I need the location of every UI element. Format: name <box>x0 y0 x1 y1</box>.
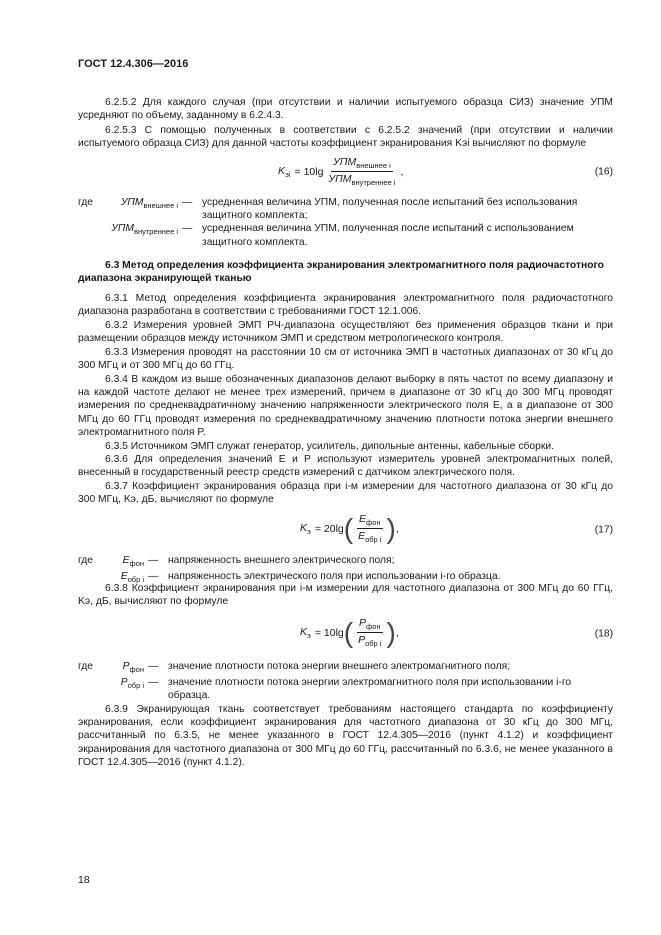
paragraph-6-3-1: 6.3.1 Метод определения коэффициента экранирования электромагнитного поля радиочастотного диапазона разработана в соответствии с требованиями ГОСТ 12.1.006. <box>78 293 613 318</box>
paragraph-6-3-7: 6.3.7 Коэффициент экранирования образца при i-м измерении для частотного диапазона от 30 кГц до 300 МГц, Kэ, дБ, вычисляют по формуле <box>78 481 613 506</box>
formula-16-num-sub: внешнее i <box>356 161 391 171</box>
where-symbol: E <box>120 571 128 583</box>
formula-18-body <box>300 617 399 648</box>
formula-16 <box>78 152 613 192</box>
formula-17-tail: , <box>395 522 399 535</box>
formula-17-num-sub: фон <box>366 518 381 528</box>
formula-18-tail: , <box>395 626 399 639</box>
formula-17-den: E <box>358 530 366 543</box>
where-row: где $P_{фон}$ — значение плотности потока энергии внешнего электромагнитного поля; <box>78 660 613 676</box>
formula-18 <box>78 614 613 654</box>
left-paren: ( <box>343 512 354 544</box>
paragraph-6-3-9: 6.3.9 Экранирующая ткань соответствует требованиям настоящего стандарта по коэффициенту экранирования, если коэффициент экранирования для частотного диапазона от 30 кГц до 300 МГц, рассчитанный по 6.3.5, не менее указанного в ГОСТ 12.4.305—2016 (пункт 4.1.2) и коэффициент экранирования для частотного диапазона от 300 МГц до 60 ГГц, рассчитанный по 6.3.6, не менее указанного в ГОСТ 12.4.305—2016 (пункт 4.1.2). <box>78 704 613 768</box>
left-paren: ( <box>343 616 354 648</box>
where-text: усредненная величина УПМ, полученная после испытаний с использованием защитного комплекта. <box>202 223 574 248</box>
formula-18-number: (18) <box>594 628 613 640</box>
right-paren: ) <box>386 512 396 544</box>
formula-17-den-sub: обр i <box>365 535 382 545</box>
formula-16-number: (16) <box>594 166 613 178</box>
where-symbol-sub: внутреннее i <box>133 227 178 237</box>
paragraph-6-3-4: 6.3.4 В каждом из выше обозначенных диапазонов делают выборку в пять частот по всему диапазону и на каждой частоте делают не менее трех измерений, причем в диапазоне от 30 кГц до 300 МГц проводят измерения по среднеквадратичному значению напряженности электрического поля E, а в диапазоне от 300 МГц до 60 ГГц проводят измерения по среднеквадратичному значению плотности потока энергии внешнего электромагнитного поля P. <box>78 374 613 438</box>
formula-16-body <box>278 156 403 187</box>
where-symbol-sub: фон <box>129 665 144 675</box>
where-block-18 <box>78 660 613 703</box>
formula-18-fraction <box>356 617 383 648</box>
formula-17-fraction <box>356 513 383 544</box>
where-row: где $УПМ_{внешнее i}$ — усредненная величина УПМ, полученная после испытаний без использования защитного комплекта; <box>78 196 613 222</box>
where-symbol: УПМ <box>111 223 134 235</box>
where-label: где <box>78 661 94 672</box>
formula-18-den: P <box>358 634 366 647</box>
formula-18-lhs: K <box>300 625 308 638</box>
formula-16-tail: , <box>400 165 404 178</box>
formula-18-lhs-sub: э <box>307 630 311 640</box>
where-row: $E_{обр i}$ — напряженность электрического поля при использовании i-го образца. <box>78 570 613 586</box>
where-text: значение плотности потока энергии внешнего электромагнитного поля; <box>168 661 511 672</box>
paragraph-6-3-8: 6.3.8 Коэффициент экранирования при i-м измерении для частотного диапазона от 300 МГц до 60 ГГц, Kэ, дБ, вычисляют по формуле <box>78 583 613 608</box>
where-symbol: E <box>122 555 130 566</box>
page-number: 18 <box>78 874 90 886</box>
formula-17-eq: = 20lg <box>314 522 344 535</box>
where-row: где $E_{фон}$ — напряженность внешнего электрического поля; <box>78 554 613 570</box>
formula-16-fraction <box>326 156 397 187</box>
formula-16-den: УПМ <box>328 173 352 186</box>
where-row: $УПМ_{внутреннее i}$ — усредненная величина УПМ, полученная после испытаний с использованием защитного комплекта. <box>78 222 613 248</box>
where-text: напряженность электрического поля при использовании i-го образца. <box>168 571 501 583</box>
formula-16-eq: = 10lg <box>294 165 324 178</box>
formula-17-body <box>300 513 399 544</box>
where-symbol: P <box>122 661 130 672</box>
document-header: ГОСТ 12.4.306—2016 <box>78 58 189 70</box>
formula-16-lhs-sub: эi <box>285 169 291 179</box>
formula-17-lhs-sub: э <box>307 526 311 536</box>
formula-17-num: E <box>359 513 367 525</box>
formula-18-num-sub: фон <box>366 622 381 632</box>
where-label: где <box>78 197 94 208</box>
where-text: напряженность внешнего электрического поля; <box>168 555 395 566</box>
formula-17-lhs: K <box>300 521 308 534</box>
where-text: значение плотности потока энергии электромагнитного поля при использовании i-го образца. <box>168 677 572 702</box>
paragraph-6-2-5-2: 6.2.5.2 Для каждого случая (при отсутствии и наличии испытуемого образца СИЗ) значение УПМ усредняют по объему, заданному в 6.2.4.3. <box>78 97 613 122</box>
paragraph-6-3-5: 6.3.5 Источником ЭМП служат генератор, усилитель, дипольные антенны, кабельные сборки. <box>105 441 554 452</box>
paragraph-6-3-3: 6.3.3 Измерения проводят на расстоянии 10 см от источника ЭМП в частотных диапазонах от 30 кГц до 300 МГц и от 300 МГц до 60 ГГц. <box>78 347 613 372</box>
where-label: где <box>78 555 94 566</box>
where-symbol: УПМ <box>120 197 144 208</box>
where-block-16 <box>78 196 613 249</box>
where-row: $P_{обр i}$ — значение плотности потока энергии электромагнитного поля при использовании i-го образца. <box>78 676 613 702</box>
where-text: усредненная величина УПМ, полученная после испытаний без использования защитного комплекта; <box>202 197 578 222</box>
formula-18-eq: = 10lg <box>314 626 344 639</box>
formula-16-lhs: K <box>278 164 286 177</box>
paragraph-6-3-6: 6.3.6 Для определения значений E и P используют измеритель уровней электромагнитных полей, внесенный в государственный реестр средств измерений с датчиком электрического поля. <box>78 454 613 479</box>
formula-16-den-sub: внутреннее i <box>351 178 396 188</box>
formula-18-den-sub: обр i <box>365 639 382 649</box>
paragraph-6-2-5-3: 6.2.5.3 С помощью полученных в соответствии с 6.2.5.2 значений (при отсутствии и наличии испытуемого образца СИЗ) для данной частоты коэффициент экранирования Kэi вычисляют по формуле <box>78 125 613 150</box>
where-symbol-sub: фон <box>129 559 144 569</box>
formula-16-num: УПМ <box>333 156 357 168</box>
paragraph-6-3-2: 6.3.2 Измерения уровней ЭМП РЧ-диапазона осуществляют без применения образцов ткани и при размещении образцов между источником ЭМП и средством метрологического контроля. <box>78 320 613 345</box>
right-paren: ) <box>386 616 396 648</box>
where-symbol: P <box>120 677 128 689</box>
formula-18-num: P <box>359 617 367 629</box>
where-symbol-sub: обр i <box>127 575 144 585</box>
formula-17 <box>78 510 613 550</box>
where-symbol-sub: внешнее i <box>143 201 178 211</box>
where-symbol-sub: обр i <box>127 681 144 691</box>
section-heading-6-3: 6.3 Метод определения коэффициента экранирования электромагнитного поля радиочастотного диапазона экранирующей тканью <box>78 260 604 285</box>
formula-17-number: (17) <box>594 524 613 536</box>
